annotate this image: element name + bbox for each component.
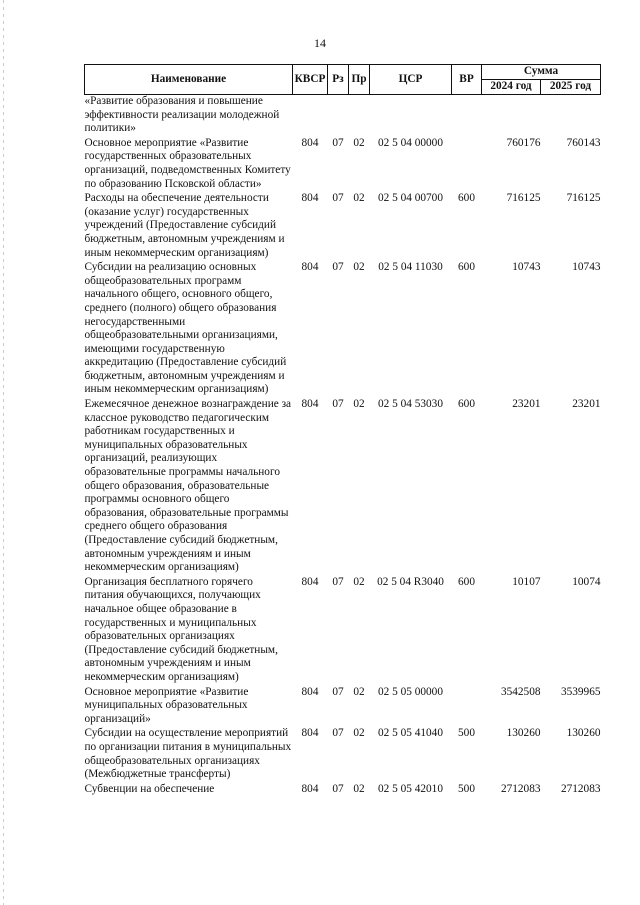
row-vr: 600 — [458, 398, 475, 411]
header-year-2024: 2024 год — [482, 80, 541, 95]
row-sum-2025: 716125 — [566, 192, 601, 205]
row-name: Организация бесплатного горячего питания обучающихся, получающих начальное общее образование в государственных и муниципальных образовательных организациях (Предоставление субсидий бюджетным, автономным учреждениям и иным некоммерческим организациям) — [84, 575, 278, 683]
row-sum-2025: 10743 — [572, 261, 601, 274]
row-sum-2024: 3542508 — [500, 685, 541, 698]
row-sum-2024: 10743 — [512, 261, 541, 274]
row-name: Ежемесячное денежное вознаграждение за классное руководство педагогическим работникам государственных и муниципальных образовательных организаций, реализующих образовательные программы начального общего образования, образовательные программы основного общего образования, образовательные программы среднего общего образования (Предоставление субсидий бюджетным, автономным учреждениям и иным некоммерческим организациям) — [84, 398, 292, 574]
row-pr: 02 — [353, 782, 365, 795]
row-csr: 02 5 05 41040 — [378, 727, 443, 740]
row-kvsr — [293, 95, 328, 137]
header-pr: Пр — [349, 65, 370, 95]
row-csr: 02 5 04 R3040 — [377, 575, 444, 588]
row-rz: 07 — [332, 727, 344, 740]
table-row — [85, 727, 601, 782]
table-row — [85, 95, 601, 137]
header-rz: Рз — [328, 65, 349, 95]
row-sum-2025: 760143 — [566, 136, 601, 149]
row-csr: 02 5 05 42010 — [378, 782, 443, 795]
row-sum-2024: 2712083 — [500, 782, 541, 795]
table-row — [85, 576, 601, 686]
row-vr: 600 — [458, 575, 475, 588]
row-vr: 600 — [458, 261, 475, 274]
row-sum-2024 — [482, 95, 541, 137]
row-name: Основное мероприятие «Развитие муниципальных образовательных организаций» — [84, 685, 249, 725]
row-name: Субвенции на обеспечение — [84, 782, 215, 795]
table-row — [85, 783, 601, 798]
row-vr — [452, 95, 482, 137]
row-rz — [328, 95, 349, 137]
row-csr: 02 5 04 11030 — [378, 261, 443, 274]
table-row — [85, 686, 601, 728]
row-pr: 02 — [353, 192, 365, 205]
row-sum-2024: 716125 — [506, 192, 541, 205]
row-rz: 07 — [332, 398, 344, 411]
row-rz: 07 — [332, 261, 344, 274]
row-kvsr: 804 — [301, 685, 319, 698]
header-csr: ЦСР — [370, 65, 452, 95]
row-sum-2024: 130260 — [506, 727, 541, 740]
row-sum-2025: 23201 — [572, 398, 601, 411]
table-row — [85, 192, 601, 261]
row-pr: 02 — [353, 685, 365, 698]
row-kvsr: 804 — [301, 192, 319, 205]
row-pr — [349, 95, 370, 137]
row-sum-2025: 3539965 — [560, 685, 601, 698]
header-kvsr: КВСР — [293, 65, 328, 95]
row-kvsr: 804 — [301, 575, 319, 588]
row-sum-2025: 2712083 — [560, 782, 601, 795]
row-sum-2025: 10074 — [572, 575, 601, 588]
row-name: Основное мероприятие «Развитие государственных образовательных организаций, подведомственных Комитету по образованию Псковской области» — [84, 136, 291, 190]
row-csr: 02 5 04 00700 — [378, 192, 443, 205]
row-pr: 02 — [353, 398, 365, 411]
row-rz: 07 — [332, 136, 344, 149]
row-rz: 07 — [332, 192, 344, 205]
row-vr — [452, 686, 482, 728]
row-csr: 02 5 04 53030 — [378, 398, 443, 411]
row-rz: 07 — [332, 575, 344, 588]
row-kvsr: 804 — [301, 398, 319, 411]
row-vr: 500 — [458, 727, 475, 740]
row-sum-2025: 130260 — [566, 727, 601, 740]
table-row — [85, 261, 601, 398]
row-pr: 02 — [353, 575, 365, 588]
row-name: Субсидии на осуществление мероприятий по организации питания в муниципальных общеобразовательных организациях (Межбюджетные трансферты) — [84, 727, 292, 781]
header-name: Наименование — [85, 65, 293, 95]
row-sum-2024: 10107 — [512, 575, 541, 588]
header-year-2025: 2025 год — [541, 80, 601, 95]
row-vr: 500 — [458, 782, 475, 795]
row-csr: 02 5 05 00000 — [378, 685, 443, 698]
table-row — [85, 137, 601, 192]
page-number: 14 — [314, 36, 326, 50]
row-rz: 07 — [332, 685, 344, 698]
row-kvsr: 804 — [301, 727, 319, 740]
row-csr — [370, 95, 452, 137]
row-vr — [452, 137, 482, 192]
row-pr: 02 — [353, 136, 365, 149]
row-kvsr: 804 — [301, 136, 319, 149]
row-sum-2025 — [541, 95, 601, 137]
scan-edge — [3, 0, 4, 905]
row-sum-2024: 760176 — [506, 136, 541, 149]
row-kvsr: 804 — [301, 782, 319, 795]
row-pr: 02 — [353, 261, 365, 274]
header-vr: ВР — [452, 65, 482, 95]
budget-table — [84, 64, 601, 797]
row-pr: 02 — [353, 727, 365, 740]
row-name: Субсидии на реализацию основных общеобразовательных программ начального общего, основного общего, среднего (полного) общего образования негосударственными общеобразовательными организациями, имеющими государственную аккредитацию (Предоставление субсидий бюджетным, автономным учреждениям и иным некоммерческим организациям) — [84, 261, 287, 396]
header-sum: Сумма — [482, 65, 601, 80]
table-row — [85, 398, 601, 576]
row-rz: 07 — [332, 782, 344, 795]
row-sum-2024: 23201 — [512, 398, 541, 411]
row-name: Расходы на обеспечение деятельности (оказание услуг) государственных учреждений (Предоставление субсидий бюджетным, автономным учреждениям и иным некоммерческим организациям) — [84, 192, 285, 259]
row-csr: 02 5 04 00000 — [378, 136, 443, 149]
row-vr: 600 — [458, 192, 475, 205]
row-kvsr: 804 — [301, 261, 319, 274]
row-name: «Развитие образования и повышение эффективности реализации молодежной политики» — [84, 95, 280, 135]
